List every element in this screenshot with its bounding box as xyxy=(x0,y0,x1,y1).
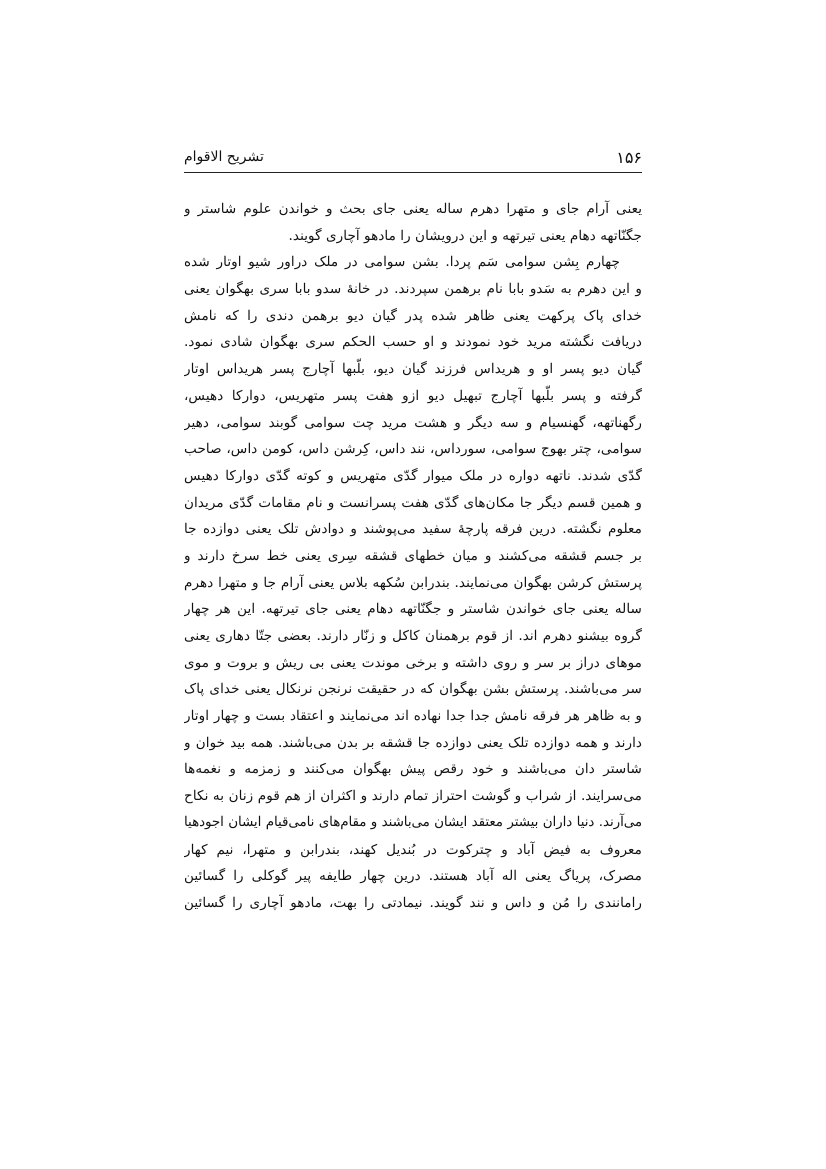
text-line: سر می‌باشند. پرستش بشن بهگوان که در حقیقت نرنجن نرنکال یعنی خدای پاک xyxy=(184,681,642,698)
text-line: و این دهرم به سَدو بابا نام برهمن سپردند. در خانهٔ سدو بابا سری بهگوان یعنی xyxy=(184,281,642,298)
text-line: معروف به فیض آباد و چترکوت در بُندیل کهند، بندرابن و متهرا، نیم کهار xyxy=(184,841,642,858)
text-line: بر جسم قشقه می‌کشند و میان خطهای قشقه سِری یعنی خط سرخ دارند و xyxy=(184,547,642,564)
body-text xyxy=(184,196,642,917)
text-line: پرستش کرشن بهگوان می‌نمایند. بندرابن سُکهه بلاس یعنی آرام جا و متهرا دهرم xyxy=(184,574,642,591)
text-line: گیان دیو پسر او و هریداس فرزند گیان دیو، بلّبها آچارج پسر هریداس اوتار xyxy=(184,361,642,378)
text-line: رامانندی را مُن و داس و نند گویند. نیمادتی را بهت، مادهو آچاری را گسائین xyxy=(184,894,642,911)
page-number: ۱۵۶ xyxy=(616,148,642,167)
text-line: گروه بیشنو دهرم اند. از قوم برهمنان کاکل و زنّار دارند. بعضی جتّا دهاری یعنی xyxy=(184,628,642,644)
text-line: جگنّاتهه دهام یعنی تیرتهه و این درویشان را مادهو آچاری گویند. xyxy=(288,227,642,244)
running-header xyxy=(184,146,642,173)
text-line: شاستر دان می‌باشند و خود رقص پیش بهگوان می‌کنند و زمزمه و نغمه‌ها xyxy=(184,761,642,778)
text-line: خدای پاک پرکهت یعنی ظاهر شده پدر گیان دیو برهمن دندی را که نامش xyxy=(184,307,642,324)
text-line: و همین قسم دیگر جا مکان‌های گدّی هفت پسرانست و نام مقامات گدّی مریدان xyxy=(184,494,642,511)
text-line: می‌سرایند. از شراب و گوشت احتراز تمام دارند و اکثران از هم قوم زنان به نکاح xyxy=(184,788,642,805)
text-line: ساله یعنی جای خواندن شاستر و جگنّاتهه دهام یعنی جای تیرتهه. این هر چهار xyxy=(184,601,642,618)
text-line: مصرک، پریاگ یعنی اله آباد هستند. درین چهار طایفه پیر گوکلی را گسائین xyxy=(184,868,642,885)
text-line: گدّی شدند. ناتهه دواره در ملک میوار گدّی متهریس و کوته گدّی دوارکا دهیس xyxy=(184,467,642,484)
text-line: رگهناتهه، گهنسیام و سه دیگر و هشت مرید چت سوامی گوبند سوامی، دهیر xyxy=(184,414,642,431)
text-line: معلوم نگشته. درین فرقه پارچهٔ سفید می‌پوشند و دوادش تلک یعنی دوازده جا xyxy=(184,521,642,538)
text-line: موهای دراز بر سر و روی داشته و برخی موندت یعنی بی ریش و بروت و موی xyxy=(184,654,642,671)
text-line: می‌آرند. دنیا داران بیشتر معتقد ایشان می‌باشند و مقام‌های نامی‌قیام ایشان اجودهیا xyxy=(184,814,642,830)
text-line: دریافت نگشته مرید خود نمودند و او حسب الحکم سری بهگوان شادی نمود. xyxy=(184,334,642,351)
paragraph-start-line: چهارم بِشن سوامی سَم پردا. بشن سوامی در ملک دراور شیو اوتار شده xyxy=(184,254,620,271)
text-line: یعنی آرام جای و متهرا دهرم ساله یعنی جای بحث و خواندن علوم شاستر و xyxy=(184,201,642,217)
text-line: گرفته و پسر بلّبها آچارج تبهیل دیو ازو هفت پسر متهریس، دوارکا دهیس، xyxy=(184,387,642,404)
text-line: سوامی، چتر بهوج سوامی، سورداس، نند داس، کِرشن داس، کومن داس، صاحب xyxy=(184,441,642,458)
text-line: و به ظاهر هر فرقه نامش جدا جدا نهاده اند می‌نمایند و اعتقاد بست و چهار اوتار xyxy=(184,708,642,725)
running-title: تشریح الاقوام xyxy=(184,149,264,165)
text-line: دارند و همه دوازده تلک یعنی دوازده جا قشقه بر بدن می‌باشند. همه بید خوان و xyxy=(184,734,642,751)
